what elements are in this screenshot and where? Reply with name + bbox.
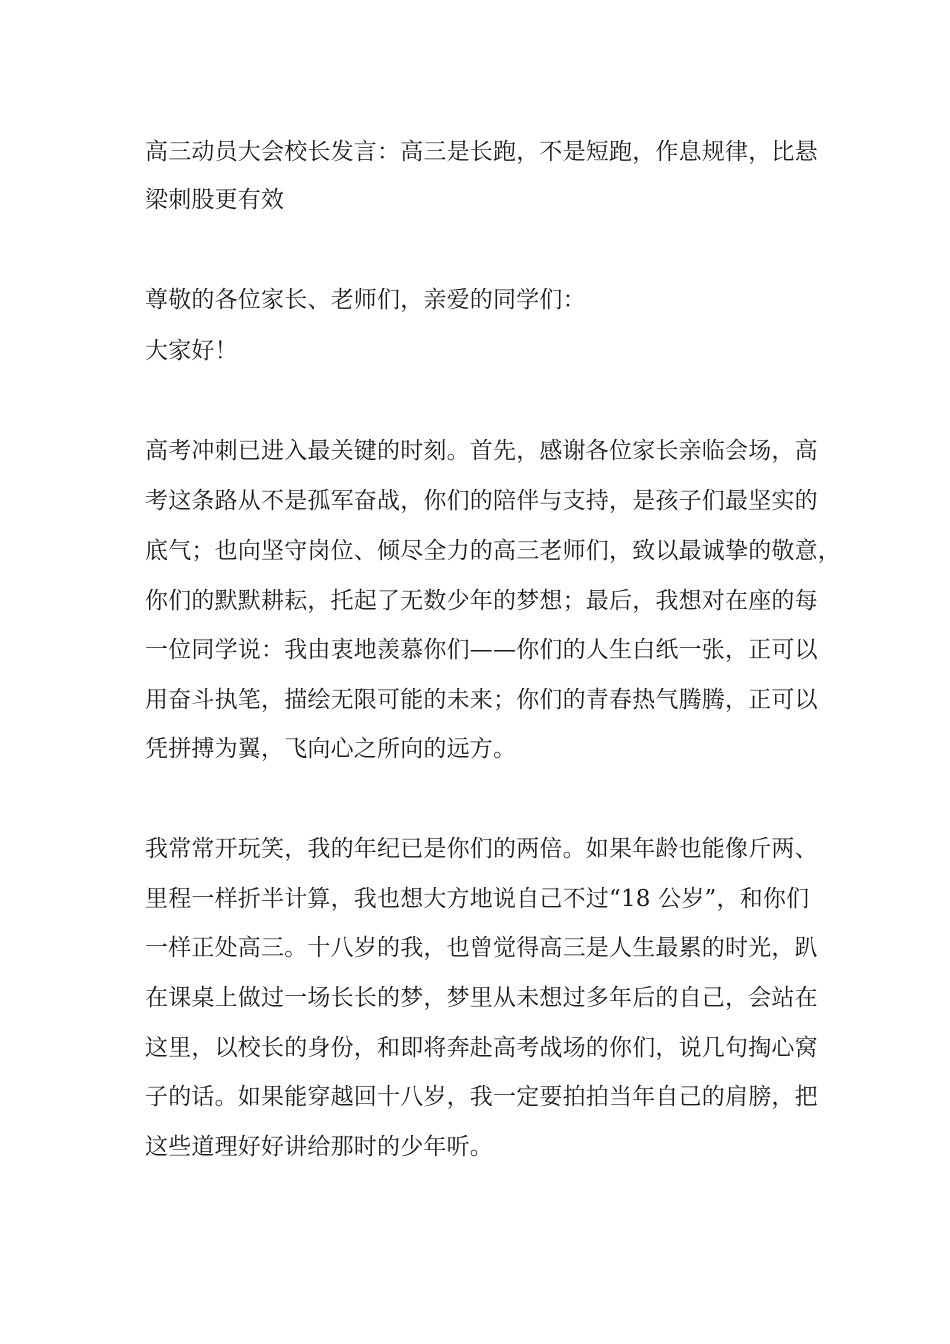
document-title-line-2: 梁刺股更有效: [145, 187, 285, 213]
paragraph-2-line-5: 这里，以校长的身份，和即将奔赴高考战场的你们，说几句掏心窝: [145, 1035, 818, 1061]
salutation: 尊敬的各位家长、老师们，亲爱的同学们：: [145, 287, 586, 313]
paragraph-2-line-4: 在课桌上做过一场长长的梦，梦里从未想过多年后的自己，会站在: [145, 985, 818, 1011]
paragraph-1-line-7: 凭拼搏为翼，飞向心之所向的远方。: [145, 736, 517, 762]
paragraph-2-line-2: 里程一样折半计算，我也想大方地说自己不过“18 公岁”，和你们: [145, 886, 810, 912]
greeting: 大家好！: [145, 338, 238, 364]
paragraph-1-line-3: 底气；也向坚守岗位、倾尽全力的高三老师们，致以最诚挚的敬意，: [145, 538, 841, 564]
paragraph-1-line-1: 高考冲刺已进入最关键的时刻。首先，感谢各位家长亲临会场，高: [145, 438, 818, 464]
paragraph-2-line-7: 这些道理好好讲给那时的少年听。: [145, 1134, 493, 1160]
paragraph-1-line-2: 考这条路从不是孤军奋战，你们的陪伴与支持，是孩子们最坚实的: [145, 488, 818, 514]
paragraph-2-line-3: 一样正处高三。十八岁的我，也曾觉得高三是人生最累的时光，趴: [145, 935, 818, 961]
paragraph-1-line-5: 一位同学说：我由衷地羡慕你们——你们的人生白纸一张，正可以: [145, 637, 818, 663]
paragraph-2-line-1: 我常常开玩笑，我的年纪已是你们的两倍。如果年龄也能像斤两、: [145, 836, 818, 862]
paragraph-1-line-4: 你们的默默耕耘，托起了无数少年的梦想；最后，我想对在座的每: [145, 588, 818, 614]
document-title-line-1: 高三动员大会校长发言：高三是长跑，不是短跑，作息规律，比悬: [145, 139, 818, 165]
paragraph-1-line-6: 用奋斗执笔，描绘无限可能的未来；你们的青春热气腾腾，正可以: [145, 687, 818, 713]
paragraph-2-line-6: 子的话。如果能穿越回十八岁，我一定要拍拍当年自己的肩膀，把: [145, 1084, 818, 1110]
